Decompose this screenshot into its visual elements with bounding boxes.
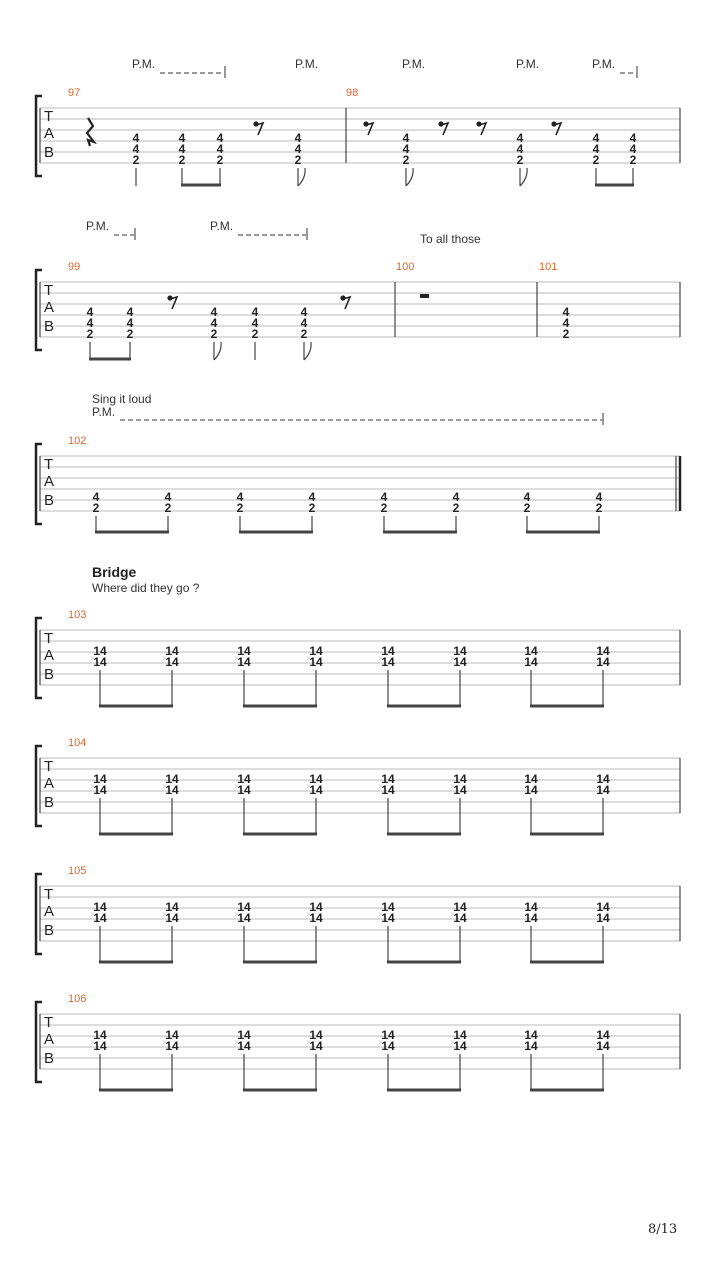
measure-number: 104 — [68, 737, 87, 749]
fret-number: 14 — [596, 1039, 610, 1053]
fret-number: 2 — [294, 153, 302, 167]
tab-letter: B — [44, 1050, 55, 1067]
page-number: 8/13 — [648, 1222, 678, 1237]
fret-number: 14 — [165, 783, 179, 797]
fret-number: 14 — [309, 900, 323, 914]
palm-mute-label: P.M. — [402, 57, 426, 71]
fret-number: 14 — [237, 1039, 251, 1053]
fret-number: 4 — [92, 490, 100, 504]
fret-number: 14 — [237, 900, 251, 914]
fret-number: 4 — [294, 131, 302, 145]
lyric-line: Sing it loud — [92, 392, 152, 406]
fret-number: 2 — [178, 153, 186, 167]
fret-number: 2 — [562, 327, 570, 341]
fret-number: 14 — [381, 644, 395, 658]
palm-mute-label: P.M. — [210, 219, 234, 233]
tab-letter: A — [44, 1031, 55, 1048]
fret-number: 14 — [309, 783, 323, 797]
fret-number: 4 — [629, 142, 637, 156]
fret-number: 2 — [523, 501, 531, 515]
measure-number: 97 — [68, 87, 81, 99]
tab-letter-b: B — [44, 492, 55, 509]
fret-number: 14 — [237, 783, 251, 797]
fret-number: 14 — [453, 772, 467, 786]
tab-letter-a: A — [44, 125, 55, 142]
fret-number: 14 — [596, 1028, 610, 1042]
measure-number: 99 — [68, 261, 81, 273]
measure-number: 103 — [68, 609, 87, 621]
fret-number: 4 — [300, 305, 308, 319]
lyric-line: To all those — [420, 232, 481, 246]
fret-number: 2 — [300, 327, 308, 341]
fret-number: 14 — [309, 772, 323, 786]
fret-number: 2 — [516, 153, 524, 167]
fret-number: 14 — [453, 655, 467, 669]
fret-number: 4 — [178, 142, 186, 156]
fret-number: 14 — [93, 1039, 107, 1053]
fret-number: 4 — [132, 131, 140, 145]
fret-number: 14 — [596, 911, 610, 925]
fret-number: 2 — [132, 153, 140, 167]
fret-number: 2 — [164, 501, 172, 515]
fret-number: 14 — [165, 900, 179, 914]
fret-number: 14 — [165, 911, 179, 925]
fret-number: 4 — [402, 142, 410, 156]
fret-number: 14 — [93, 772, 107, 786]
fret-number: 4 — [300, 316, 308, 330]
fret-number: 2 — [251, 327, 259, 341]
fret-number: 14 — [524, 1028, 538, 1042]
fret-number: 14 — [381, 1028, 395, 1042]
fret-number: 14 — [237, 1028, 251, 1042]
fret-number: 14 — [381, 772, 395, 786]
fret-number: 14 — [453, 783, 467, 797]
fret-number: 4 — [402, 131, 410, 145]
fret-number: 14 — [93, 1028, 107, 1042]
fret-number: 4 — [562, 316, 570, 330]
fret-number: 4 — [294, 142, 302, 156]
palm-mute-label: P.M. — [592, 57, 616, 71]
fret-number: 4 — [251, 305, 259, 319]
fret-number: 14 — [93, 911, 107, 925]
fret-number: 2 — [595, 501, 603, 515]
fret-number: 14 — [165, 772, 179, 786]
tab-letter: T — [44, 758, 54, 775]
fret-number: 14 — [524, 1039, 538, 1053]
fret-number: 2 — [236, 501, 244, 515]
fret-number: 14 — [381, 911, 395, 925]
fret-number: 14 — [381, 655, 395, 669]
fret-number: 4 — [562, 305, 570, 319]
fret-number: 2 — [216, 153, 224, 167]
fret-number: 4 — [452, 490, 460, 504]
fret-number: 2 — [126, 327, 134, 341]
fret-number: 14 — [309, 655, 323, 669]
tab-letter-t: T — [44, 282, 54, 299]
fret-number: 14 — [524, 911, 538, 925]
fret-number: 14 — [237, 772, 251, 786]
fret-number: 4 — [592, 142, 600, 156]
fret-number: 14 — [93, 644, 107, 658]
tab-letter-a: A — [44, 473, 55, 490]
fret-number: 14 — [165, 644, 179, 658]
fret-number: 2 — [86, 327, 94, 341]
fret-number: 14 — [524, 655, 538, 669]
fret-number: 4 — [216, 131, 224, 145]
fret-number: 2 — [452, 501, 460, 515]
fret-number: 4 — [210, 305, 218, 319]
fret-number: 14 — [453, 644, 467, 658]
fret-number: 4 — [516, 142, 524, 156]
fret-number: 4 — [236, 490, 244, 504]
tab-letter-a: A — [44, 299, 55, 316]
tab-letter: T — [44, 630, 54, 647]
fret-number: 4 — [126, 305, 134, 319]
fret-number: 14 — [309, 1028, 323, 1042]
fret-number: 14 — [524, 772, 538, 786]
fret-number: 14 — [93, 655, 107, 669]
tab-letter: B — [44, 794, 55, 811]
tab-letter: B — [44, 922, 55, 939]
fret-number: 14 — [453, 1039, 467, 1053]
section-title: Bridge — [92, 564, 137, 580]
measure-number: 98 — [346, 87, 359, 99]
fret-number: 4 — [210, 316, 218, 330]
fret-number: 14 — [93, 783, 107, 797]
fret-number: 14 — [93, 900, 107, 914]
fret-number: 4 — [595, 490, 603, 504]
fret-number: 14 — [596, 655, 610, 669]
fret-number: 2 — [380, 501, 388, 515]
palm-mute-label: P.M. — [132, 57, 156, 71]
palm-mute-label: P.M. — [92, 405, 116, 419]
measure-number: 101 — [539, 261, 558, 273]
fret-number: 2 — [629, 153, 637, 167]
fret-number: 4 — [126, 316, 134, 330]
tab-letter: B — [44, 666, 55, 683]
fret-number: 4 — [86, 305, 94, 319]
tab-letter-t: T — [44, 108, 54, 125]
fret-number: 4 — [132, 142, 140, 156]
fret-number: 4 — [380, 490, 388, 504]
fret-number: 4 — [523, 490, 531, 504]
tab-letter-b: B — [44, 318, 55, 335]
fret-number: 14 — [237, 655, 251, 669]
fret-number: 4 — [516, 131, 524, 145]
fret-number: 14 — [524, 644, 538, 658]
fret-number: 14 — [309, 644, 323, 658]
fret-number: 14 — [381, 1039, 395, 1053]
fret-number: 14 — [165, 655, 179, 669]
palm-mute-label: P.M. — [86, 219, 110, 233]
measure-number: 106 — [68, 993, 87, 1005]
lyric-line: Where did they go ? — [92, 581, 200, 595]
fret-number: 14 — [596, 900, 610, 914]
fret-number: 4 — [308, 490, 316, 504]
fret-number: 14 — [237, 644, 251, 658]
fret-number: 14 — [165, 1028, 179, 1042]
fret-number: 14 — [596, 644, 610, 658]
fret-number: 14 — [453, 911, 467, 925]
fret-number: 4 — [178, 131, 186, 145]
fret-number: 2 — [402, 153, 410, 167]
tab-letter: T — [44, 886, 54, 903]
measure-number: 100 — [396, 261, 415, 273]
palm-mute-label: P.M. — [295, 57, 319, 71]
fret-number: 2 — [210, 327, 218, 341]
palm-mute-label: P.M. — [516, 57, 540, 71]
tab-letter: A — [44, 647, 55, 664]
tab-letter: A — [44, 775, 55, 792]
tab-letter: T — [44, 1014, 54, 1031]
fret-number: 14 — [453, 900, 467, 914]
fret-number: 14 — [596, 772, 610, 786]
fret-number: 4 — [251, 316, 259, 330]
fret-number: 14 — [453, 1028, 467, 1042]
fret-number: 2 — [592, 153, 600, 167]
fret-number: 14 — [165, 1039, 179, 1053]
fret-number: 14 — [309, 1039, 323, 1053]
measure-number: 105 — [68, 865, 87, 877]
fret-number: 14 — [381, 783, 395, 797]
fret-number: 14 — [524, 783, 538, 797]
tab-letter-t: T — [44, 456, 54, 473]
fret-number: 4 — [86, 316, 94, 330]
fret-number: 14 — [309, 911, 323, 925]
fret-number: 4 — [629, 131, 637, 145]
fret-number: 4 — [592, 131, 600, 145]
fret-number: 14 — [237, 911, 251, 925]
fret-number: 2 — [308, 501, 316, 515]
fret-number: 4 — [164, 490, 172, 504]
fret-number: 2 — [92, 501, 100, 515]
tab-letter-b: B — [44, 144, 55, 161]
measure-number: 102 — [68, 435, 87, 447]
fret-number: 14 — [524, 900, 538, 914]
fret-number: 4 — [216, 142, 224, 156]
fret-number: 14 — [596, 783, 610, 797]
tab-letter: A — [44, 903, 55, 920]
fret-number: 14 — [381, 900, 395, 914]
